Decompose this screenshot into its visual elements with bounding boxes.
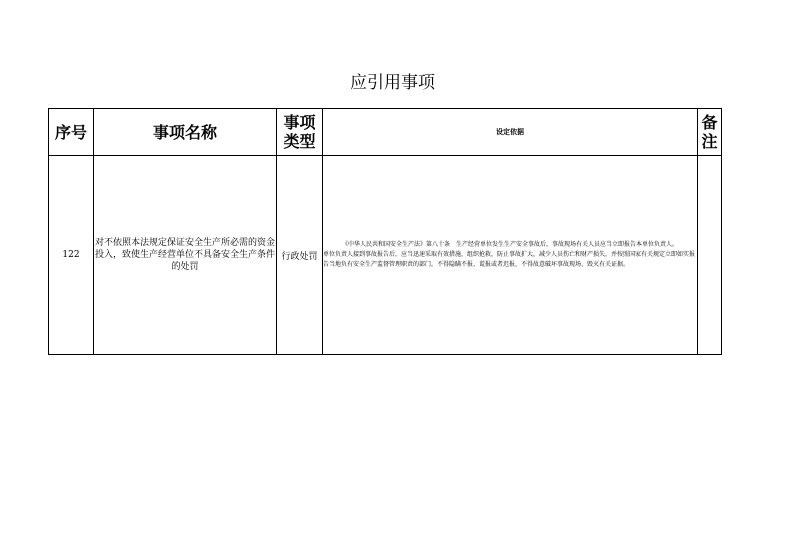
row-basis-line-1: 《中华人民共和国安全生产法》第八十条 生产经营单位发生生产安全事故后，事故现场有关人员应当立即报告本单位负责人。 — [341, 241, 678, 248]
header-remark-line1: 备 — [701, 113, 718, 132]
header-type — [277, 109, 323, 156]
header-remark — [698, 109, 722, 156]
row-seq: 122 — [49, 156, 94, 355]
row-basis — [323, 156, 698, 355]
page-title: 应引用事项 — [350, 73, 435, 93]
row-name: 对不依照本法规定保证安全生产所必需的资金投入，致使生产经营单位不具备安全生产条件的处罚 — [94, 156, 277, 355]
row-remark — [698, 156, 722, 355]
header-basis: 设定依据 — [323, 109, 698, 156]
header-type-line2: 类型 — [283, 132, 316, 151]
table-header-row — [49, 109, 722, 156]
row-type: 行政处罚 — [277, 156, 323, 355]
header-remark-line2: 注 — [701, 132, 718, 151]
row-basis-line-2: 单位负责人接到事故报告后，应当迅速采取有效措施，组织抢救，防止事故扩大，减少人员伤亡和财产损失，并按照国家有关规定立即如实报告当地负有安全生产监督管理职责的部门，不得隐瞒不报、谎报或者迟报，不得故意破坏事故现场、毁灭有关证据。 — [323, 251, 696, 268]
items-table — [48, 108, 722, 355]
header-seq: 序号 — [49, 109, 94, 156]
header-name: 事项名称 — [94, 109, 277, 156]
header-type-line1: 事项 — [283, 113, 316, 132]
table-row — [49, 156, 722, 355]
